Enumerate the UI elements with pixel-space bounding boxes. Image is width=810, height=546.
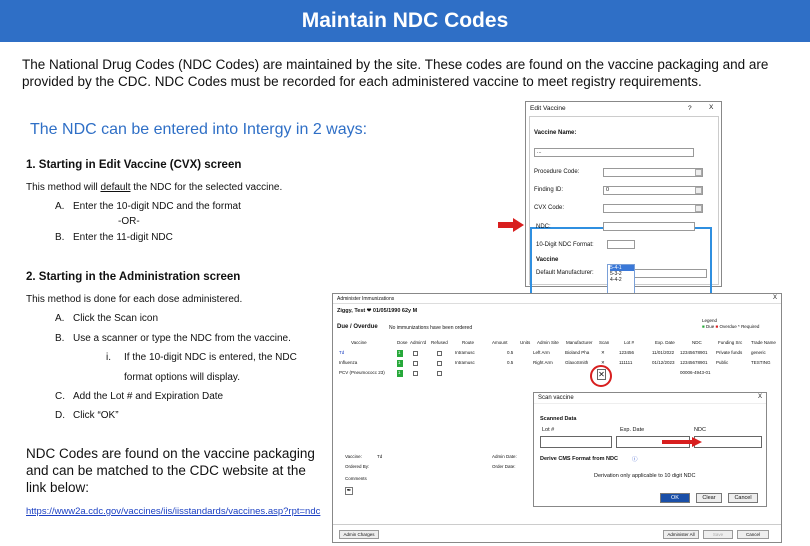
table-row[interactable]: PCV (Pneumococc 23) 1 00006-4943-01 bbox=[339, 370, 711, 375]
grid-header bbox=[337, 339, 777, 348]
scan-icon[interactable]: ✕ bbox=[598, 370, 605, 379]
derive-note: Derivation only applicable to 10 digit NDC bbox=[594, 473, 696, 479]
ndc-input[interactable] bbox=[603, 222, 695, 231]
admin-charges-button[interactable]: Admin Charges bbox=[339, 530, 379, 539]
procedure-code-label: Procedure Code: bbox=[534, 169, 580, 175]
edit-vaccine-body bbox=[529, 116, 719, 285]
edit-vaccine-title: Edit Vaccine bbox=[530, 105, 566, 112]
col-dose: Dose bbox=[397, 340, 408, 345]
refused-checkbox[interactable] bbox=[437, 351, 442, 356]
ok-button[interactable]: OK bbox=[660, 493, 690, 503]
ndc-input[interactable] bbox=[694, 436, 762, 448]
lot-input[interactable] bbox=[540, 436, 612, 448]
vaccine-section-label: Vaccine bbox=[536, 257, 559, 263]
section2-step-b-i-cont: format options will display. bbox=[124, 372, 240, 383]
due-message: No immunizations have been ordered bbox=[389, 325, 473, 331]
section1-heading: 1. Starting in Edit Vaccine (CVX) screen bbox=[26, 159, 242, 171]
ndc-format-label: 10-Digit NDC Format: bbox=[536, 242, 594, 248]
col-scan: Scan bbox=[599, 340, 610, 345]
refused-checkbox[interactable] bbox=[437, 371, 442, 376]
cancel-button[interactable]: Cancel bbox=[728, 493, 758, 503]
comments-edit-icon[interactable]: ✒ bbox=[346, 488, 352, 494]
procedure-lookup-button[interactable] bbox=[695, 169, 702, 176]
col-funding: Funding Src bbox=[718, 340, 743, 345]
col-refused: Refused bbox=[431, 340, 448, 345]
section1-or: -OR- bbox=[118, 216, 140, 227]
col-lot: Lot # bbox=[624, 340, 635, 345]
legend-due: Due bbox=[705, 324, 715, 329]
info-icon: ⓘ bbox=[632, 457, 638, 463]
edit-vaccine-titlebar bbox=[526, 102, 721, 116]
ndc-format-select[interactable] bbox=[607, 240, 635, 249]
red-arrow-icon bbox=[662, 437, 702, 447]
clear-button[interactable]: Clear bbox=[696, 493, 722, 503]
section2-heading: 2. Starting in the Administration screen bbox=[26, 271, 241, 283]
lot-label: Lot # bbox=[542, 427, 555, 433]
exp-date-label: Exp. Date bbox=[620, 427, 645, 433]
format-option[interactable]: 5-3-2 bbox=[610, 271, 622, 277]
finding-lookup-button[interactable] bbox=[695, 187, 702, 194]
scan-titlebar bbox=[534, 393, 766, 404]
section2-step-a: A. Click the Scan icon bbox=[55, 313, 159, 324]
close-icon[interactable]: X bbox=[757, 394, 762, 400]
manufacturer-label: Default Manufacturer: bbox=[536, 270, 594, 276]
ndc-label: NDC bbox=[694, 427, 706, 433]
help-icon[interactable]: ? bbox=[688, 105, 692, 112]
vaccine-name-label: Vaccine Name: bbox=[534, 130, 577, 136]
cancel-button[interactable]: Cancel bbox=[737, 530, 769, 539]
col-amount: Amount bbox=[492, 340, 508, 345]
col-admin-site: Admin Site bbox=[537, 340, 559, 345]
administer-immunizations-window: Administer Immunizations X Ziggy, Test ❤ 01/05/1990 62y M Due / Overdue No immunizations have been ordered Legend ■ Due ■ Overdue * Required Vaccine Dose Admin'd Refused Route Amount Units Admin Site Manufacturer Scan Lot # Exp. Date NDC Funding Src Trade Name Td 1 Intramusc 0.5 Left Arm Bioland Pha ✕ 123456 11/01/2022 12345678901 Private funds generic Influenza 1 Intramusc 0.5 Right Arm GlaxoSmith ✕ 111111 01/12/2023 12345678901 Public TESTING PCV (Pneumococc 23) 1 00006-4943-01 Vaccine: Td Ordered By: Comments ✒ Admin Date: Order Date: Admin Charges Administer All Save Cancel bbox=[332, 293, 782, 543]
intro-text: The National Drug Codes (NDC Codes) are maintained by the site. These codes are found on the vaccine packaging and are provided by the CDC. NDC Codes must be recorded for each administered vaccine to meet registry requirements. bbox=[22, 57, 769, 89]
col-manufacturer: Manufacturer bbox=[566, 340, 593, 345]
patient-banner: Ziggy, Test ❤ 01/05/1990 62y M bbox=[337, 308, 418, 314]
cdc-ndc-link[interactable]: https://www2a.cdc.gov/vaccines/iis/iisstandards/vaccines.asp?rpt=ndc bbox=[26, 506, 321, 517]
cvx-lookup-button[interactable] bbox=[695, 205, 702, 212]
subtitle: The NDC can be entered into Intergy in 2 ways: bbox=[30, 121, 368, 138]
scanned-data-label: Scanned Data bbox=[540, 416, 577, 422]
cvx-code-label: CVX Code: bbox=[534, 205, 565, 211]
save-button[interactable]: Save bbox=[703, 530, 733, 539]
administer-all-button[interactable]: Administer All bbox=[663, 530, 699, 539]
col-vaccine: Vaccine bbox=[351, 340, 367, 345]
scan-icon[interactable]: ✕ bbox=[601, 350, 605, 355]
col-ndc: NDC bbox=[692, 340, 702, 345]
ndc-note: NDC Codes are found on the vaccine packaging and can be matched to the CDC website at the link below: bbox=[26, 446, 315, 495]
format-option[interactable]: 4-4-2 bbox=[610, 277, 622, 283]
col-trade-name: Trade Name bbox=[751, 340, 776, 345]
procedure-code-input[interactable] bbox=[603, 168, 703, 177]
section1-step-b: B. Enter the 11-digit NDC bbox=[55, 232, 173, 243]
admin-titlebar bbox=[333, 294, 781, 304]
scan-title: Scan vaccine bbox=[538, 395, 574, 401]
legend-overdue: Overdue bbox=[719, 324, 737, 329]
table-row[interactable]: Influenza 1 Intramusc 0.5 Right Arm GlaxoSmith ✕ 111111 01/12/2023 12345678901 Public TESTING bbox=[339, 360, 771, 365]
refused-checkbox[interactable] bbox=[437, 361, 442, 366]
close-icon[interactable]: X bbox=[709, 104, 714, 111]
col-route: Route bbox=[462, 340, 475, 345]
col-admind: Admin'd bbox=[410, 340, 427, 345]
section1-description: This method will default the NDC for the selected vaccine. bbox=[26, 182, 283, 193]
col-exp-date: Exp. Date bbox=[655, 340, 675, 345]
administered-checkbox[interactable] bbox=[413, 351, 418, 356]
cvx-code-input[interactable] bbox=[603, 204, 703, 213]
administered-checkbox[interactable] bbox=[413, 371, 418, 376]
finding-id-label: Finding ID: bbox=[534, 187, 564, 193]
page-title: Maintain NDC Codes bbox=[0, 0, 810, 42]
section2-step-c: C. Add the Lot # and Expiration Date bbox=[55, 391, 224, 402]
due-overdue-label: Due / Overdue bbox=[337, 324, 378, 330]
legend: Legend ■ Due ■ Overdue * Required bbox=[702, 318, 760, 329]
edit-vaccine-window bbox=[525, 101, 722, 287]
legend-title: Legend bbox=[702, 318, 718, 323]
administered-checkbox[interactable] bbox=[413, 361, 418, 366]
admin-footer bbox=[333, 524, 781, 542]
section2-step-d: D. Click “OK” bbox=[55, 410, 119, 421]
finding-id-input[interactable]: 0 bbox=[603, 186, 703, 195]
col-units: Units bbox=[520, 340, 531, 345]
legend-required: Required bbox=[741, 324, 760, 329]
section2-step-b-i: i. If the 10-digit NDC is entered, the NDC bbox=[106, 352, 297, 363]
table-row[interactable]: Td 1 Intramusc 0.5 Left Arm Bioland Pha ✕ 123456 11/01/2022 12345678901 Private funds generic bbox=[339, 350, 766, 355]
section2-step-b: B. Use a scanner or type the NDC from the vaccine. bbox=[55, 333, 291, 344]
vaccine-name-input[interactable]: ... bbox=[534, 148, 694, 157]
red-arrow-icon bbox=[498, 218, 524, 232]
section2-description: This method is done for each dose administered. bbox=[26, 294, 243, 305]
admin-title: Administer Immunizations bbox=[337, 296, 395, 302]
format-option[interactable]: 5-4-1 bbox=[610, 265, 634, 271]
derive-label: Derive CMS Format from NDC bbox=[540, 456, 618, 462]
scan-vaccine-dialog bbox=[533, 392, 767, 507]
scan-icon[interactable]: ✕ bbox=[601, 360, 605, 365]
ndc-label: NDC: bbox=[536, 224, 551, 230]
section1-step-a: A. Enter the 10-digit NDC and the format bbox=[55, 201, 241, 212]
close-icon[interactable]: X bbox=[772, 295, 777, 301]
